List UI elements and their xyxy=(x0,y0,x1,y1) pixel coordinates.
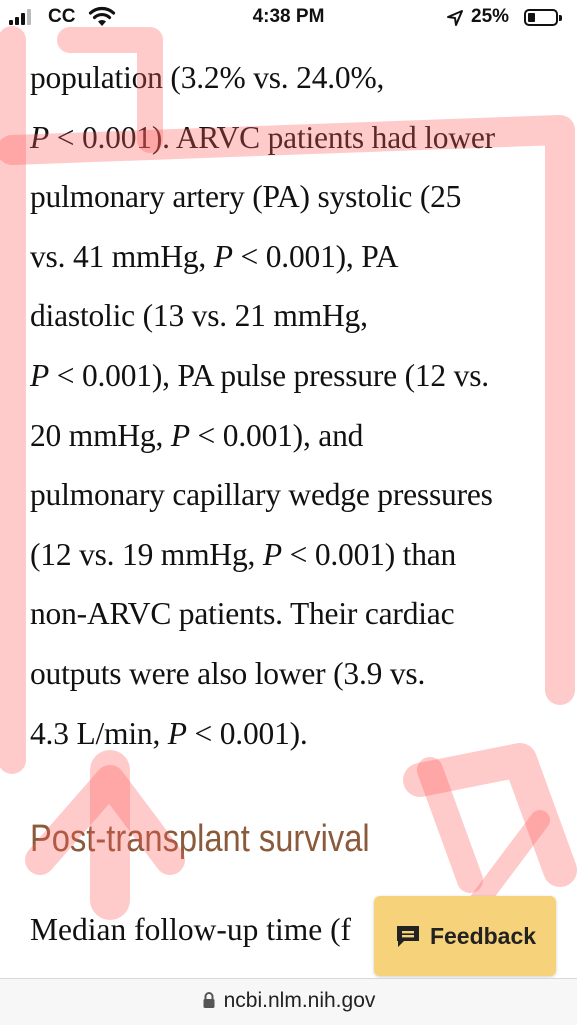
location-arrow-icon xyxy=(446,9,464,27)
section-heading: Post-transplant survival xyxy=(30,818,370,860)
text-segment: pulmonary capillary wedge pressures xyxy=(30,477,493,513)
italic-p-value: P xyxy=(213,238,233,274)
paragraph-line xyxy=(30,644,560,704)
paragraph-line xyxy=(30,227,560,287)
feedback-icon xyxy=(394,922,422,950)
battery-percentage: 25% xyxy=(471,6,510,27)
italic-p-value: P xyxy=(30,119,50,155)
text-segment: < 0.001). xyxy=(186,715,308,751)
paragraph-line xyxy=(30,704,560,764)
paragraph-line xyxy=(30,108,560,168)
paragraph-line xyxy=(30,167,560,227)
url-text: ncbi.nlm.nih.gov xyxy=(223,989,376,1012)
status-bar xyxy=(0,0,577,40)
article-body xyxy=(30,48,560,763)
text-segment: < 0.001), PA pulse pressure (12 vs. xyxy=(49,357,489,393)
text-segment: < 0.001), and xyxy=(189,417,364,453)
text-segment: vs. 41 mmHg, xyxy=(30,238,214,274)
paragraph-line xyxy=(30,286,560,346)
battery-icon xyxy=(524,9,558,26)
address-bar[interactable] xyxy=(0,978,577,1025)
text-segment: < 0.001), PA xyxy=(232,238,399,274)
results-paragraph xyxy=(30,48,560,763)
text-segment: (12 vs. 19 mmHg, xyxy=(30,536,263,572)
text-segment: non-ARVC patients. Their cardiac xyxy=(30,596,455,632)
text-segment: < 0.001) than xyxy=(281,536,457,572)
text-segment: population (3.2% vs. 24.0%, xyxy=(30,60,385,95)
carrier-label: CC xyxy=(48,6,76,27)
italic-p-value: P xyxy=(167,715,187,751)
text-segment: < 0.001). ARVC patients had lower xyxy=(49,119,495,155)
paragraph-line xyxy=(30,406,560,466)
feedback-button[interactable] xyxy=(374,896,556,976)
text-segment: 20 mmHg, xyxy=(30,417,171,453)
next-paragraph: Median follow-up time (f xyxy=(30,912,352,947)
paragraph-line xyxy=(30,584,560,644)
paragraph-line xyxy=(30,525,560,585)
italic-p-value: P xyxy=(30,357,50,393)
text-segment: outputs were also lower (3.9 vs. xyxy=(30,655,426,691)
text-segment: 4.3 L/min, xyxy=(30,715,168,751)
feedback-label: Feedback xyxy=(429,922,537,949)
text-segment: pulmonary artery (PA) systolic (25 xyxy=(30,179,462,215)
clock: 4:38 PM xyxy=(252,6,325,27)
italic-p-value: P xyxy=(262,536,282,572)
paragraph-line xyxy=(30,48,560,108)
paragraph-line xyxy=(30,465,560,525)
italic-p-value: P xyxy=(170,417,190,453)
text-segment: diastolic (13 vs. 21 mmHg, xyxy=(30,298,368,334)
paragraph-line xyxy=(30,346,560,406)
lock-icon xyxy=(202,991,216,1009)
